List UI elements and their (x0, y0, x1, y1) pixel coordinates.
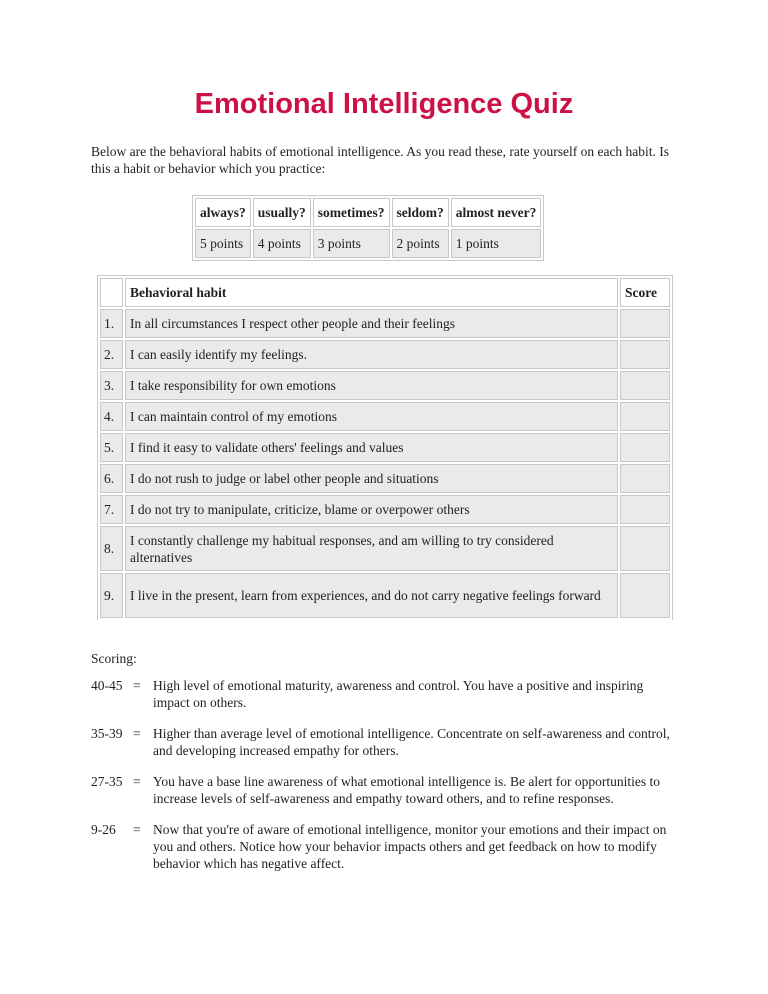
score-cell[interactable] (620, 402, 670, 431)
score-cell[interactable] (620, 573, 670, 618)
habit-number: 8. (100, 526, 123, 571)
rating-header: almost never? (451, 198, 542, 227)
scoring-label: Scoring: (91, 651, 137, 666)
score-cell[interactable] (620, 526, 670, 571)
habit-number: 5. (100, 433, 123, 462)
habit-number: 4. (100, 402, 123, 431)
scoring-table (89, 677, 675, 886)
score-description: Now that you're of aware of emotional intelligence, monitor your emotions and their impact on you and others. Notice how your behavior impacts others and get feedback on how to modify behavior which has negative affect. (153, 822, 667, 871)
habit-text: I can easily identify my feelings. (125, 340, 618, 369)
habit-number: 9. (100, 573, 123, 618)
score-description: You have a base line awareness of what emotional intelligence is. Be alert for opportunities to increase levels of self-awareness and empathy toward others, and to refine responses. (153, 774, 660, 806)
rating-points: 2 points (392, 229, 449, 258)
score-cell[interactable] (620, 433, 670, 462)
score-cell[interactable] (620, 309, 670, 338)
score-range: 40-45 (91, 678, 123, 693)
equals-sign: = (133, 678, 141, 693)
habit-number: 7. (100, 495, 123, 524)
page-title: Emotional Intelligence Quiz (194, 88, 574, 120)
habits-table (97, 275, 673, 620)
habit-text: I do not rush to judge or label other people and situations (125, 464, 618, 493)
score-cell[interactable] (620, 495, 670, 524)
score-range: 27-35 (91, 774, 123, 789)
intro-text: Below are the behavioral habits of emotional intelligence. As you read these, rate yourself on each habit. Is this a habit or behavior which you practice: (91, 144, 670, 176)
rating-header: sometimes? (313, 198, 390, 227)
header-number-cell (100, 278, 123, 307)
score-cell[interactable] (620, 464, 670, 493)
habit-text: I constantly challenge my habitual responses, and am willing to try considered alternatives (125, 526, 618, 571)
rating-scale-table (192, 195, 544, 261)
rating-points: 5 points (195, 229, 251, 258)
habit-number: 1. (100, 309, 123, 338)
header-score: Score (620, 278, 670, 307)
score-cell[interactable] (620, 371, 670, 400)
equals-sign: = (133, 822, 141, 837)
equals-sign: = (133, 774, 141, 789)
rating-header: usually? (253, 198, 311, 227)
habit-text: I find it easy to validate others' feelings and values (125, 433, 618, 462)
rating-points: 4 points (253, 229, 311, 258)
rating-points: 1 points (451, 229, 542, 258)
rating-points: 3 points (313, 229, 390, 258)
habit-text: I can maintain control of my emotions (125, 402, 618, 431)
habit-number: 2. (100, 340, 123, 369)
habit-text: I take responsibility for own emotions (125, 371, 618, 400)
score-description: High level of emotional maturity, awareness and control. You have a positive and inspiring impact on others. (153, 678, 644, 710)
score-cell[interactable] (620, 340, 670, 369)
habit-text: I do not try to manipulate, criticize, blame or overpower others (125, 495, 618, 524)
habit-number: 3. (100, 371, 123, 400)
score-description: Higher than average level of emotional intelligence. Concentrate on self-awareness and control, and developing increased empathy for others. (153, 726, 670, 758)
rating-header: seldom? (392, 198, 449, 227)
habit-number: 6. (100, 464, 123, 493)
header-habit: Behavioral habit (125, 278, 618, 307)
rating-header: always? (195, 198, 251, 227)
equals-sign: = (133, 726, 141, 741)
habit-text: I live in the present, learn from experiences, and do not carry negative feelings forward (125, 573, 618, 618)
score-range: 35-39 (91, 726, 123, 741)
score-range: 9-26 (91, 822, 116, 837)
habit-text: In all circumstances I respect other people and their feelings (125, 309, 618, 338)
